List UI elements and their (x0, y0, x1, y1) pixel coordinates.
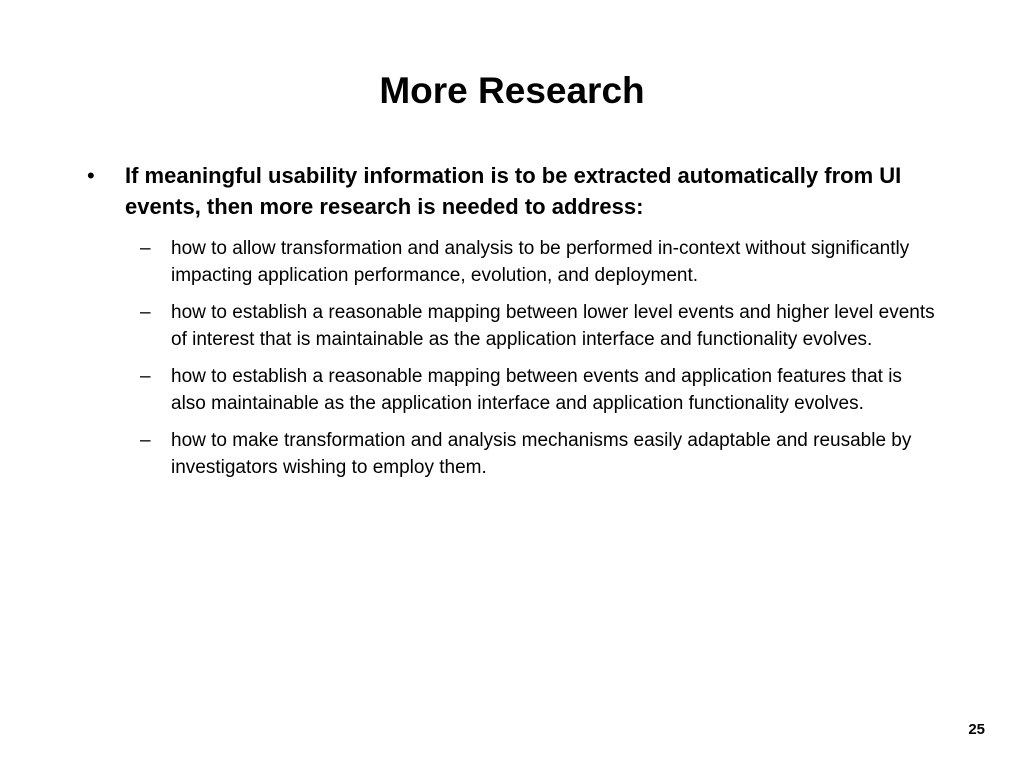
sub-bullet-text: how to establish a reasonable mapping between events and application features that is also maintainable as the application interface and application functionality evolves. (171, 366, 902, 414)
bullet-text: If meaningful usability information is to be extracted automatically from UI events, then more research is needed to address: (125, 163, 902, 219)
sub-bullet-item (140, 363, 940, 417)
bullet-marker: • (87, 163, 95, 188)
sub-bullet-marker: – (140, 238, 151, 259)
sub-bullet-marker: – (140, 430, 151, 451)
sub-bullet-item (140, 235, 940, 289)
sub-bullet-item (140, 427, 940, 481)
page-number: 25 (968, 721, 985, 738)
slide-title: More Research (379, 70, 645, 111)
sub-bullet-list (140, 235, 940, 491)
sub-bullet-marker: – (140, 366, 151, 387)
sub-bullet-text: how to allow transformation and analysis to be performed in-context without significantly impacting application performance, evolution, and deployment. (171, 238, 910, 286)
sub-bullet-item (140, 299, 940, 353)
sub-bullet-text: how to make transformation and analysis mechanisms easily adaptable and reusable by investigators wishing to employ them. (171, 430, 912, 478)
sub-bullet-marker: – (140, 302, 151, 323)
sub-bullet-text: how to establish a reasonable mapping between lower level events and higher level events of interest that is maintainable as the application interface and functionality evolves. (171, 302, 935, 350)
